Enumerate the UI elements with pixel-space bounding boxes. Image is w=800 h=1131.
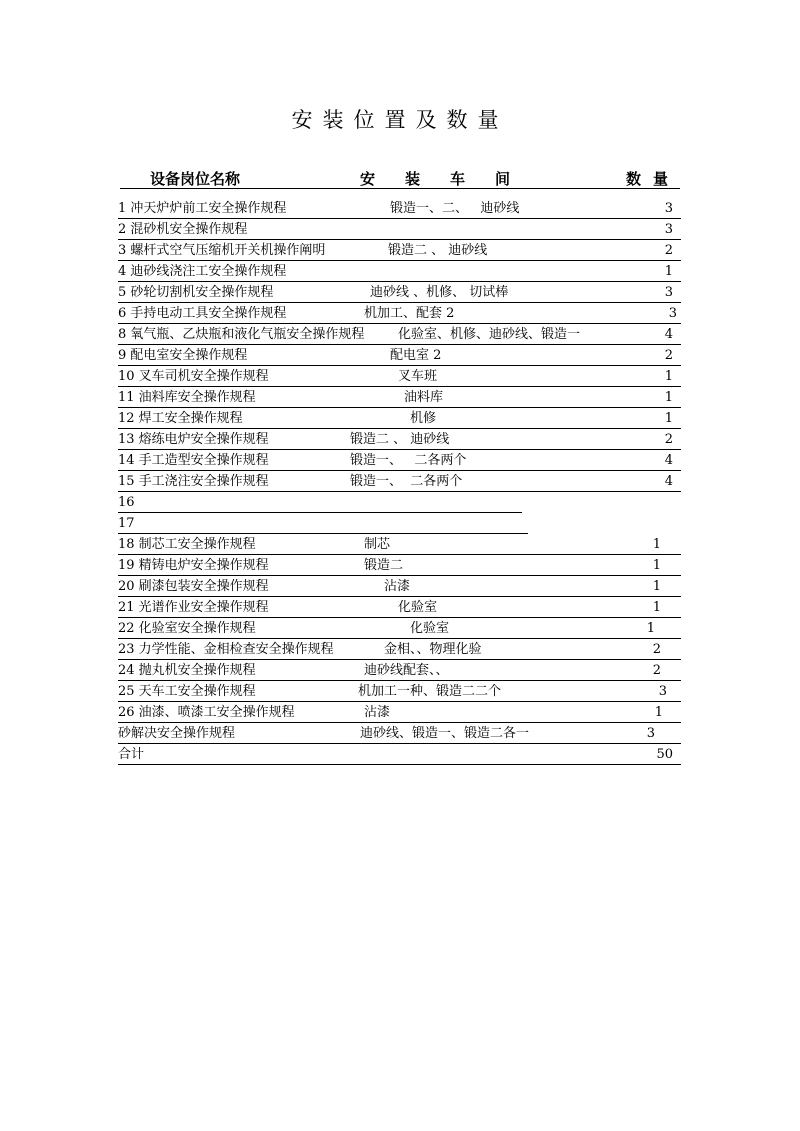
- row-name: 5 砂轮切割机安全操作规程: [118, 285, 274, 300]
- table-header: [120, 168, 680, 189]
- table-row: [118, 242, 681, 261]
- row-name: 12 焊工安全操作规程: [118, 411, 243, 426]
- row-quantity: 1: [652, 537, 661, 552]
- row-name: 2 混砂机安全操作规程: [118, 222, 248, 237]
- row-name: 10 叉车司机安全操作规程: [118, 369, 269, 384]
- row-name: 15 手工浇注安全操作规程: [118, 474, 269, 489]
- row-quantity: 1: [654, 705, 663, 720]
- table-row: [118, 221, 681, 240]
- row-quantity: 3: [664, 222, 673, 237]
- row-workshop: 沾漆: [364, 705, 391, 720]
- row-workshop: 迪砂线配套、、: [364, 663, 449, 678]
- row-name: 17: [118, 516, 135, 531]
- row-quantity: 2: [664, 348, 673, 363]
- row-name: 14 手工造型安全操作规程: [118, 453, 269, 468]
- row-name: 合计: [118, 747, 145, 762]
- table-row: [118, 305, 681, 324]
- row-quantity: 1: [664, 264, 673, 279]
- table-row: [118, 200, 681, 219]
- row-quantity: 3: [646, 726, 655, 741]
- row-name: 8 氧气瓶、乙炔瓶和液化气瓶安全操作规程: [118, 327, 365, 342]
- row-name: 18 制芯工安全操作规程: [118, 537, 256, 552]
- row-name: 4 迪砂线浇注工安全操作规程: [118, 264, 287, 279]
- row-name: 19 精铸电炉安全操作规程: [118, 558, 269, 573]
- row-name: 22 化验室安全操作规程: [118, 621, 256, 636]
- table-row: [118, 494, 522, 513]
- row-workshop: 迪砂线、锻造一、锻造二各一: [360, 726, 530, 741]
- header-quantity: 数量: [625, 170, 680, 188]
- page-title: 安装位置及数量: [291, 108, 509, 132]
- row-workshop: 锻造一、 二各两个: [350, 453, 467, 468]
- row-quantity: 1: [646, 621, 655, 636]
- row-quantity: 2: [652, 642, 661, 657]
- table-row: [118, 263, 681, 282]
- table-row: [118, 536, 681, 555]
- table-row: [118, 347, 681, 366]
- row-workshop: 制芯: [364, 537, 391, 552]
- row-quantity: 4: [664, 453, 673, 468]
- row-workshop: 金相、、物理化验: [384, 642, 482, 657]
- table-row: [118, 368, 681, 387]
- row-quantity: 1: [652, 600, 661, 615]
- row-workshop: 配电室 2: [390, 348, 442, 363]
- row-name: 13 熔练电炉安全操作规程: [118, 432, 269, 447]
- row-workshop: 油料库: [404, 390, 444, 405]
- table-row: [118, 389, 681, 408]
- row-workshop: 叉车班: [398, 369, 438, 384]
- row-name: 砂解决安全操作规程: [118, 726, 236, 741]
- row-name: 16: [118, 495, 135, 510]
- row-name: 23 力学性能、金相检查安全操作规程: [118, 642, 334, 657]
- row-quantity: 1: [664, 390, 673, 405]
- row-name: 20 刷漆包装安全操作规程: [118, 579, 269, 594]
- row-name: 11 油料库安全操作规程: [118, 390, 256, 405]
- row-name: 21 光谱作业安全操作规程: [118, 600, 269, 615]
- row-name: 6 手持电动工具安全操作规程: [118, 306, 287, 321]
- row-workshop: 机加工、配套 2: [364, 306, 455, 321]
- row-quantity: 50: [656, 747, 673, 762]
- row-name: 3 螺杆式空气压缩机开关机操作阐明: [118, 243, 326, 258]
- row-workshop: 化验室: [398, 600, 438, 615]
- row-name: 26 油漆、喷漆工安全操作规程: [118, 705, 295, 720]
- table-row: [118, 284, 681, 303]
- row-quantity: 3: [668, 306, 677, 321]
- table-row: [118, 452, 681, 471]
- table-row: [118, 620, 681, 639]
- row-quantity: 1: [664, 369, 673, 384]
- table-row: [118, 578, 681, 597]
- row-name: 25 天车工安全操作规程: [118, 684, 256, 699]
- table-row: [118, 473, 681, 492]
- row-quantity: 3: [658, 684, 667, 699]
- row-quantity: 4: [664, 327, 673, 342]
- row-quantity: 2: [652, 663, 661, 678]
- row-quantity: 3: [664, 201, 673, 216]
- table-row: [118, 410, 681, 429]
- row-quantity: 1: [652, 558, 661, 573]
- table-row: [118, 683, 681, 702]
- table-row: [118, 431, 681, 450]
- row-quantity: 3: [664, 285, 673, 300]
- table-row: [118, 515, 528, 534]
- row-workshop: 机修: [410, 411, 437, 426]
- row-quantity: 1: [664, 411, 673, 426]
- table-row: [118, 641, 681, 660]
- row-workshop: 锻造二 、 迪砂线: [388, 243, 488, 258]
- row-workshop: 迪砂线 、机修、 切试棒: [370, 285, 509, 300]
- row-name: 9 配电室安全操作规程: [118, 348, 248, 363]
- row-name: 1 冲天炉炉前工安全操作规程: [118, 201, 287, 216]
- row-workshop: 锻造一、 二各两个: [350, 474, 463, 489]
- row-name: 24 抛丸机安全操作规程: [118, 663, 256, 678]
- header-workshop: 安装车间: [360, 170, 541, 188]
- row-quantity: 1: [652, 579, 661, 594]
- table-row: [118, 746, 681, 765]
- row-workshop: 沾漆: [384, 579, 411, 594]
- row-workshop: 锻造一、二、 迪砂线: [390, 201, 520, 216]
- row-workshop: 机加工一种、锻造二二个: [358, 684, 502, 699]
- row-workshop: 化验室: [410, 621, 450, 636]
- row-quantity: 2: [664, 243, 673, 258]
- row-workshop: 锻造二: [364, 558, 404, 573]
- table-row: [118, 557, 681, 576]
- table-row: [118, 704, 681, 723]
- header-name: 设备岗位名称: [150, 170, 241, 188]
- row-quantity: 4: [664, 474, 673, 489]
- row-workshop: 锻造二 、 迪砂线: [350, 432, 450, 447]
- table-row: [118, 326, 681, 345]
- table-row: [118, 725, 681, 744]
- row-workshop: 化验室、机修、迪砂线、锻造一: [398, 327, 581, 342]
- table-row: [118, 662, 681, 681]
- table-row: [118, 599, 681, 618]
- row-quantity: 2: [664, 432, 673, 447]
